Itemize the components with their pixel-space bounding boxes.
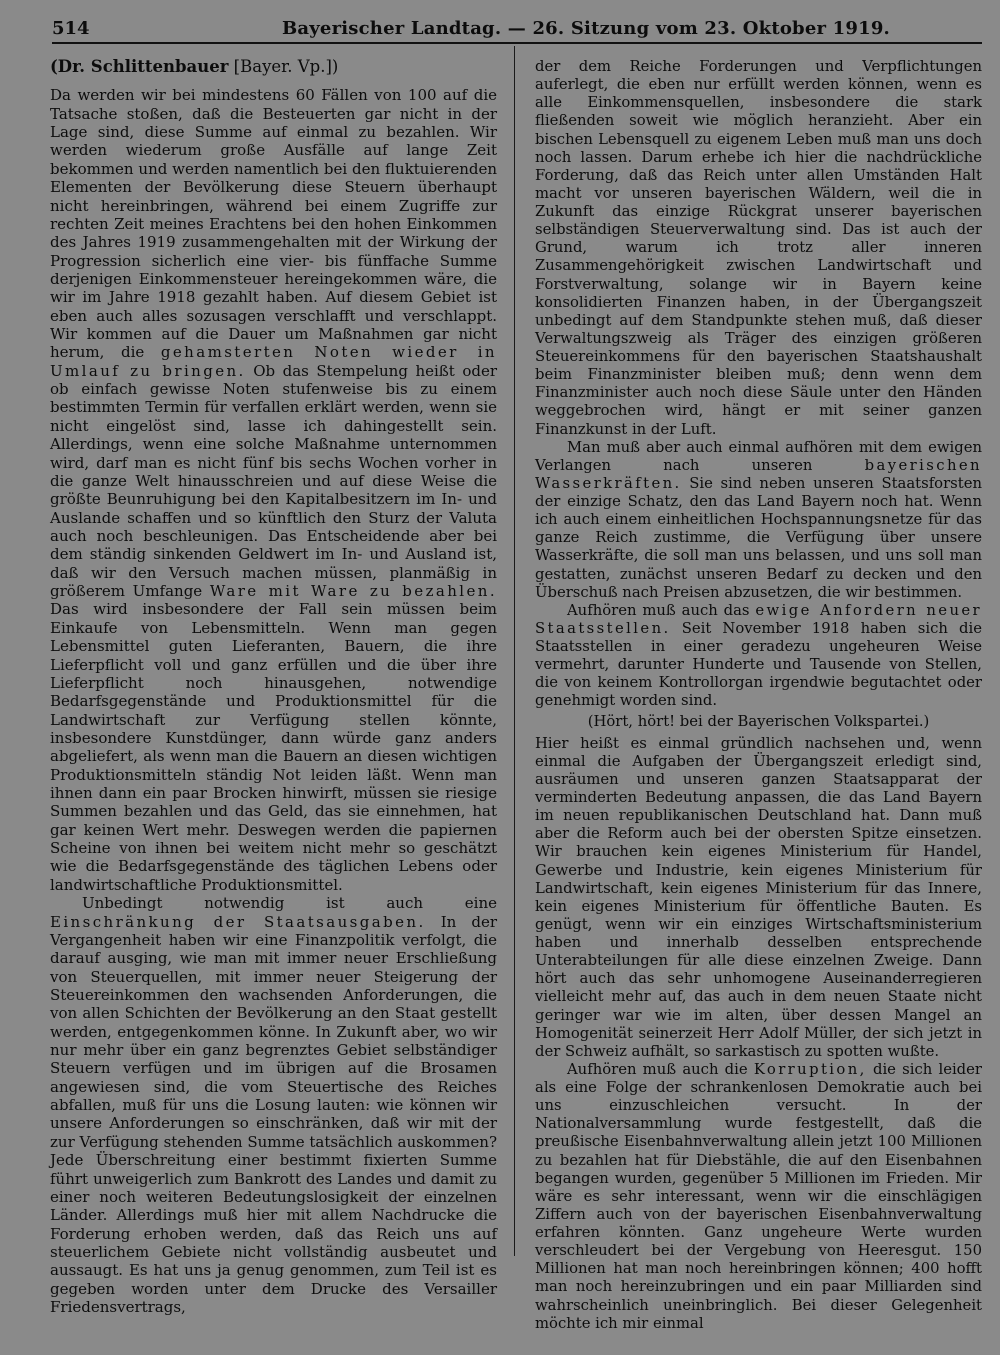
paragraph	[50, 894, 497, 1316]
paragraph: Hier heißt es einmal gründlich nachsehen und, wenn einmal die Aufgaben der Übergangszeit erledigt sind, ausräumen und unseren ganzen Staatsapparat der verminderten Bedeutung anpassen, die das Land Bayern im neuen republikanischen Deutschland hat. Dann muß aber die Reform auch bei der obersten Spitze einsetzen. Wir brauchen kein eigenes Ministerium für Handel, Gewerbe und Industrie, kein eigenes Ministerium für Landwirtschaft, kein eigenes Ministerium für das Innere, kein eigenes Ministerium für öffentliche Bauten. Es genügt, wenn wir ein einziges Wirtschaftsministerium haben und innerhalb desselben entsprechende Unterabteilungen für alle diese einzelnen Zweige. Dann hört auch das sehr unhomogene Auseinanderregieren vielleicht mehr auf, das auch in dem neuen Staate nicht geringer war wie im alten, über dessen Mangel an Homogenität seinerzeit Herr Adolf Müller, der sich jetzt in der Schweiz aufhält, so sarkastisch zu spotten wußte.	[535, 734, 982, 1060]
text-run: Aufhören muß auch die	[567, 1060, 754, 1078]
text-run: Das wird insbesondere der Fall sein müssen beim Einkaufe von Lebensmitteln. Wenn man gegen Lebensmittel guten Lieferanten, Bauern, die ihre Lieferpflicht voll und ganz erfüllen und die über ihre Lieferpflicht noch hinausgehen, notwendige Bedarfsgegenstände und Produktionsmittel für die Landwirtschaft zur Verfügung stellen könnte, insbesondere Kunstdünger, dann würde ganz anders abgeliefert, als wenn man die Bauern an diesen wichtigen Produktionsmitteln ständig Not leiden läßt. Wenn man ihnen dann ein paar Brocken hinwirft, müssen sie riesige Summen bezahlen und das Geld, das sie einnehmen, hat gar keinen Wert mehr. Deswegen werden die papiernen Scheine von ihnen bei weitem nicht mehr so geschätzt wie die Bedarfsgegenstände des täglichen Lebens oder landwirtschaftliche Produktionsmittel.	[50, 600, 497, 894]
left-column	[50, 58, 497, 1316]
paragraph	[535, 439, 982, 602]
spaced-emphasis: bayerischen Wasserkräften.	[535, 456, 982, 492]
text-run: In der Vergangenheit haben wir eine Finanzpolitik verfolgt, die darauf ausging, wie man mit immer neuer Erschließung von Steuerquellen, mit immer neuer Steigerung der Steuereinkommen den wachsenden Anforderungen, die von allen Schichten der Bevölkerung an den Staat gestellt werden, entgegenkommen könne. In Zukunft aber, wo wir nur mehr über ein ganz begrenztes Gebiet selbständiger Steuern verfügen und im übrigen auf die Brosamen angewiesen sind, die vom Steuertische des Reiches abfallen, muß für uns die Losung lauten: wie können wir unsere Anforderungen so einschränken, daß wir mit der zur Verfügung stehenden Summe tatsächlich auskommen? Jede Überschreitung einer bestimmt fixierten Summe führt unweigerlich zum Bankrott des Landes und damit zu einer noch weiteren Bedeutungslosigkeit der einzelnen Länder. Allerdings muß hier mit allem Nachdrucke die Forderung erhoben werden, daß das Reich uns auf steuerlichem Gebiete nicht vollständig ausbeutet und aussaugt. Es hat uns ja genug genommen, zum Teil ist es gegeben worden unter dem Drucke des Versailler Friedensvertrags,	[50, 912, 497, 1317]
speaker-heading	[50, 58, 497, 76]
speaker-party: [Bayer. Vp.])	[228, 57, 339, 76]
paragraph: der dem Reiche Forderungen und Verpflichtungen auferlegt, die eben nur erfüllt werden können, wenn es alle Einkommensquellen, insbesondere die stark fließenden soweit wie möglich heranzieht. Aber ein bischen Lebensquell zu eigenem Leben muß man uns doch noch lassen. Darum erhebe ich hier die nachdrückliche Forderung, daß das Reich unter allen Umständen Halt macht vor unseren bayerischen Wäldern, weil die in Zukunft das einzige Rückgrat unserer bayerischen selbständigen Steuerverwaltung sind. Das ist auch der Grund, warum ich trotz aller inneren Zusammengehörigkeit zwischen Landwirtschaft und Forstverwaltung, solange wir in Bayern keine konsolidierten Finanzen haben, in der Übergangszeit unbedingt auf dem Standpunkte stehen muß, daß dieser Verwaltungszweig als Träger des einzigen größeren Steuereinkommens für den bayerischen Staatshaushalt beim Finanzminister bleiben muß; denn wenn dem Finanzminister auch noch diese Säule unter den Händen weggebrochen wird, hängt er mit seiner ganzen Finanzkunst in der Luft.	[535, 58, 982, 438]
text-run: Seit November 1918 haben sich die Staatsstellen in einer geradezu ungeheuren Weise vermehrt, darunter Hunderte und Tausende von Stellen, die von keinem Kontrollorgan irgendwie begutachtet oder genehmigt worden sind.	[535, 619, 982, 710]
text-run: Aufhören muß auch das	[567, 601, 756, 619]
paragraph	[535, 602, 982, 711]
spaced-emphasis: Einschränkung der Staatsausgaben.	[50, 912, 426, 931]
spaced-emphasis: ewige Anfordern neuer Staatsstellen.	[535, 601, 982, 637]
text-run: Man muß aber auch einmal aufhören mit dem ewigen Verlangen nach unseren	[535, 438, 982, 474]
text-run: Unbedingt notwendig ist auch eine	[82, 894, 497, 913]
text-run: Sie sind neben unseren Staatsforsten der einzige Schatz, den das Land Bayern noch hat. Wenn ich auch einem einheitlichen Hochspannungsnetze für das ganze Reich zustimme, die Verfügung über unsere Wasserkräfte, die soll man uns belassen, und uns soll man gestatten, zunächst unseren Bedarf zu decken und den Überschuß nach Preisen abzusetzen, die wir bestimmen.	[535, 474, 982, 601]
interjection: (Hört, hört! bei der Bayerischen Volkspartei.)	[587, 712, 930, 730]
right-column	[535, 58, 982, 1333]
paragraph	[50, 86, 497, 894]
text-run: die sich leider als eine Folge der schrankenlosen Demokratie auch bei uns einzuschleichen versucht. In der Nationalversammlung wurde festgestellt, daß die preußische Eisenbahnverwaltung allein jetzt 100 Millionen zu bezahlen hat für Diebstähle, die auf den Eisenbahnen begangen wurden, gegenüber 5 Millionen im Frieden. Mir wäre es sehr interessant, wenn wir die einschlägigen Ziffern auch von der bayerischen Eisenbahnverwaltung erfahren könnten. Ganz ungeheure Werte wurden verschleudert bei der Vergebung von Heeresgut. 150 Millionen hat man noch hereinbringen können; 400 hofft man noch hereinzubringen und ein paar Milliarden sind wahrscheinlich uneinbringlich. Bei dieser Gelegenheit möchte ich mir einmal	[535, 1060, 982, 1332]
text-run: Ob das Stempelung heißt oder ob einfach gewisse Noten stufenweise bis zu einem bestimmten Termin für verfallen erklärt werden, wenn sie nicht eingelöst sind, lasse ich dahingestellt sein. Allerdings, wenn eine solche Maßnahme unternommen wird, darf man es nicht fünf bis sechs Wochen vorher in die ganze Welt hinausschreien und auf diese Weise die größte Beunruhigung bei den Kapitalbesitzern im In- und Auslande schaffen und so künftlich den Sturz der Valuta auch noch beschleunigen. Das Entscheidende aber bei dem ständig sinkenden Geldwert im In- und Ausland ist, daß wir den Versuch machen müssen, planmäßig in größerem Umfange	[50, 361, 497, 601]
running-title: Bayerischer Landtag. — 26. Sitzung vom 23. Oktober 1919.	[282, 18, 891, 39]
speaker-name: (Dr. Schlittenbauer	[50, 57, 229, 76]
spaced-emphasis: Korruption,	[753, 1060, 867, 1078]
running-header	[52, 14, 982, 44]
text-run: Da werden wir bei mindestens 60 Fällen von 100 auf die Tatsache stoßen, daß die Besteuerten gar nicht in der Lage sind, diese Summe auf einmal zu bezahlen. Wir werden wiederum große Ausfälle auf lange Zeit bekommen und werden namentlich bei den fluktuierenden Elementen der Bevölkerung diese Steuern überhaupt nicht hereinbringen, während bei einem Zugriffe zur rechten Zeit meines Erachtens bei den hohen Einkommen des Jahres 1919 zusammengehalten mit der Wirkung der Progression sicherlich eine vier- bis fünffache Summe derjenigen Einkommensteuer hereingekommen wäre, die wir im Jahre 1918 gezahlt haben. Auf diesem Gebiet ist eben auch alles sozusagen verschlafft und verschlappt. Wir kommen auf die Dauer um Maßnahmen gar nicht herum, die	[50, 86, 497, 362]
page-number: 514	[52, 18, 90, 39]
spaced-emphasis: Ware mit Ware zu bezahlen.	[209, 582, 497, 601]
paragraph	[535, 1061, 982, 1333]
spaced-emphasis: gehamsterten Noten wieder in Umlauf zu bringen.	[50, 343, 497, 380]
column-divider	[514, 46, 515, 1256]
